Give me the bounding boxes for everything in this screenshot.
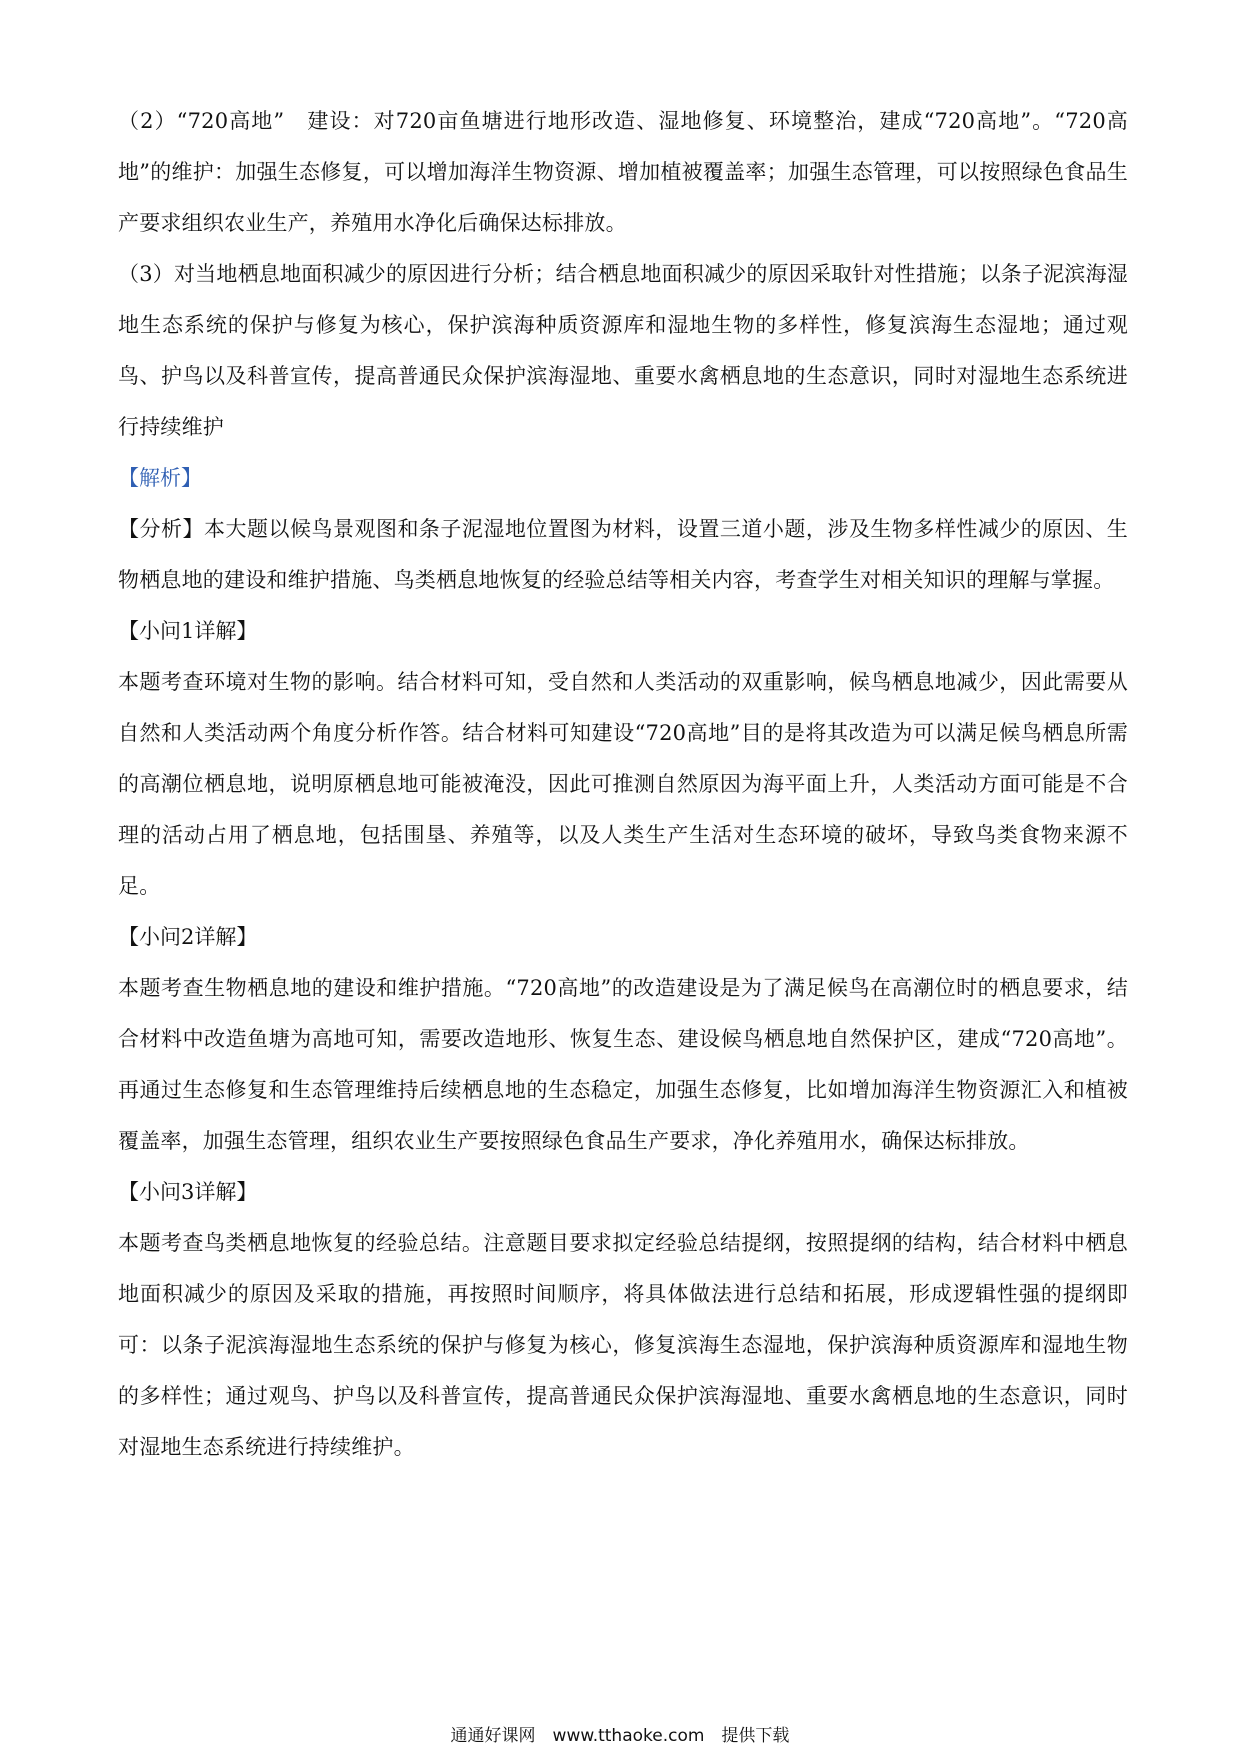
- document-body: [118, 96, 1128, 1473]
- question-2-explanation: 本题考查生物栖息地的建设和维护措施。“720高地”的改造建设是为了满足候鸟在高潮位时的栖息要求，结合材料中改造鱼塘为高地可知，需要改造地形、恢复生态、建设候鸟栖息地自然保护区，建成“720高地”。再通过生态修复和生态管理维持后续栖息地的生态稳定，加强生态修复，比如增加海洋生物资源汇入和植被覆盖率，加强生态管理，组织农业生产要按照绿色食品生产要求，净化养殖用水，确保达标排放。: [118, 976, 1128, 1153]
- question-3-heading: 【小问3详解】: [118, 1180, 258, 1204]
- answer-part-2: （2）“720高地” 建设：对720亩鱼塘进行地形改造、湿地修复、环境整治，建成“720高地”。“720高地”的维护：加强生态修复，可以增加海洋生物资源、增加植被覆盖率；加强生态管理，可以按照绿色食品生产要求组织农业生产，养殖用水净化后确保达标排放。: [118, 109, 1128, 235]
- question-2-heading: 【小问2详解】: [118, 925, 258, 949]
- answer-part-3: （3）对当地栖息地面积减少的原因进行分析；结合栖息地面积减少的原因采取针对性措施；以条子泥滨海湿地生态系统的保护与修复为核心，保护滨海种质资源库和湿地生物的多样性，修复滨海生态湿地；通过观鸟、护鸟以及科普宣传，提高普通民众保护滨海湿地、重要水禽栖息地的生态意识，同时对湿地生态系统进行持续维护: [118, 262, 1128, 439]
- question-1-heading: 【小问1详解】: [118, 619, 258, 643]
- page-footer: 通通好课网 www.tthaoke.com 提供下载: [450, 1726, 790, 1746]
- analysis-label: 【解析】: [118, 466, 202, 490]
- analysis-paragraph: 【分析】本大题以候鸟景观图和条子泥湿地位置图为材料，设置三道小题，涉及生物多样性减少的原因、生物栖息地的建设和维护措施、鸟类栖息地恢复的经验总结等相关内容，考查学生对相关知识的理解与掌握。: [118, 517, 1128, 592]
- question-3-explanation: 本题考查鸟类栖息地恢复的经验总结。注意题目要求拟定经验总结提纲，按照提纲的结构，结合材料中栖息地面积减少的原因及采取的措施，再按照时间顺序，将具体做法进行总结和拓展，形成逻辑性强的提纲即可：以条子泥滨海湿地生态系统的保护与修复为核心，修复滨海生态湿地，保护滨海种质资源库和湿地生物的多样性；通过观鸟、护鸟以及科普宣传，提高普通民众保护滨海湿地、重要水禽栖息地的生态意识，同时对湿地生态系统进行持续维护。: [118, 1231, 1128, 1459]
- question-1-explanation: 本题考查环境对生物的影响。结合材料可知，受自然和人类活动的双重影响，候鸟栖息地减少，因此需要从自然和人类活动两个角度分析作答。结合材料可知建设“720高地”目的是将其改造为可以满足候鸟栖息所需的高潮位栖息地，说明原栖息地可能被淹没，因此可推测自然原因为海平面上升，人类活动方面可能是不合理的活动占用了栖息地，包括围垦、养殖等，以及人类生产生活对生态环境的破坏，导致鸟类食物来源不足。: [118, 670, 1128, 898]
